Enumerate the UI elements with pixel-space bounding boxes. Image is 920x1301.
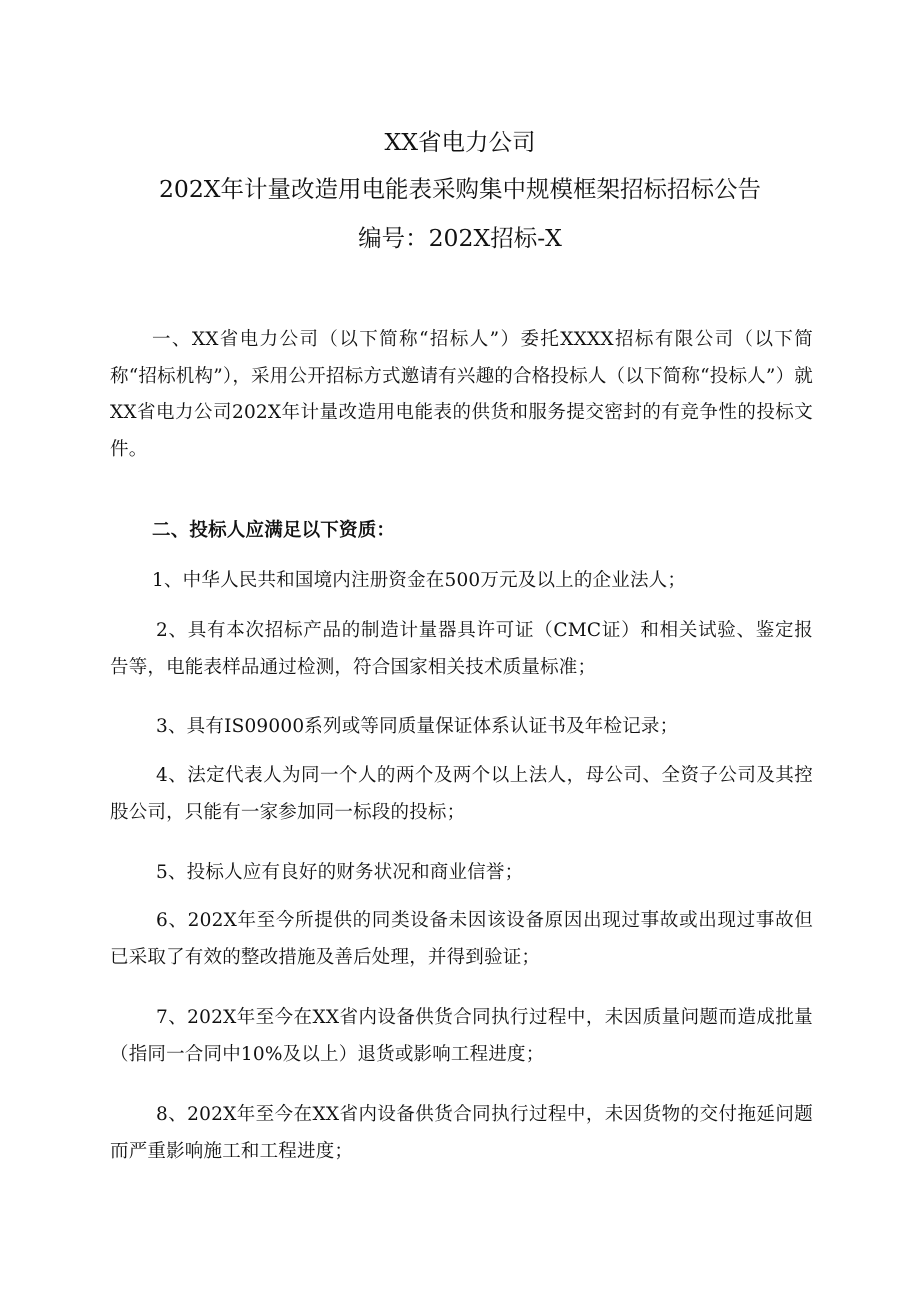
requirement-1: 1、中华人民共和国境内注册资金在500万元及以上的企业法人； <box>152 570 687 591</box>
requirement-8: 8、202X年至今在XX省内设备供货合同执行过程中，未因货物的交付拖延问题而严重影响施工和工程进度； <box>110 1104 813 1162</box>
requirement-6: 6、202X年至今所提供的同类设备未因该设备原因出现过事故或出现过事故但已采取了有效的整改措施及善后处理，并得到验证； <box>110 910 813 968</box>
company-title: XX省电力公司 <box>384 128 536 156</box>
requirement-3: 3、具有IS09000系列或等同质量保证体系认证书及年检记录； <box>156 716 679 737</box>
document-number: 编号：202X招标-X <box>358 224 562 252</box>
requirement-4: 4、法定代表人为同一个人的两个及两个以上法人，母公司、全资子公司及其控股公司，只能有一家参加同一标段的投标； <box>110 765 813 823</box>
section-2-heading: 二、投标人应满足以下资质： <box>152 520 396 541</box>
requirement-2: 2、具有本次招标产品的制造计量器具许可证（CMC证）和相关试验、鉴定报告等，电能表样品通过检测，符合国家相关技术质量标准； <box>110 620 813 678</box>
requirement-5: 5、投标人应有良好的财务状况和商业信誉； <box>156 862 524 883</box>
intro-paragraph: 一、XX省电力公司（以下简称“招标人”）委托XXXX招标有限公司（以下简称“招标机构”），采用公开招标方式邀请有兴趣的合格投标人（以下简称“投标人”）就XX省电力公司202X年计量改造用电能表的供货和服务提交密封的有竞争性的投标文件。 <box>110 329 813 460</box>
requirement-7: 7、202X年至今在XX省内设备供货合同执行过程中，未因质量问题而造成批量（指同一合同中10%及以上）退货或影响工程进度； <box>110 1007 813 1065</box>
announcement-title: 202X年计量改造用电能表采购集中规模框架招标招标公告 <box>158 175 762 203</box>
